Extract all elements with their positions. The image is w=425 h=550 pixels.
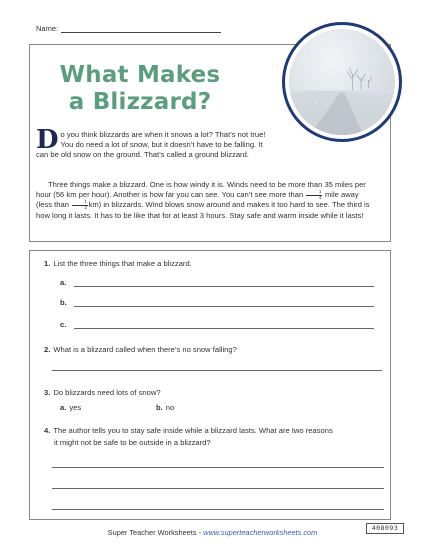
title-line-2: a Blizzard? — [68, 89, 212, 115]
question-2-text: What is a blizzard called when there’s no snow falling? — [53, 345, 237, 354]
question-1b-answer: b. — [60, 298, 374, 307]
passage-paragraph-2 — [36, 180, 374, 221]
paragraph-2-text-b: mile away (less than — [36, 190, 359, 210]
title-line-1: What Makes — [59, 62, 221, 88]
fraction-one-quarter: $\frac{1}{4}$ — [306, 190, 322, 200]
footer-url-link[interactable]: www.superteacherworksheets.com — [203, 528, 318, 537]
answer-line-1c[interactable] — [74, 321, 374, 329]
paragraph-2-text-c: km) in blizzards. Wind blows snow around and makes it too hard to see. The third is how long it lasts. It has to be like that for at least 3 hours. Stay safe and warm inside while it lasts! — [36, 200, 370, 220]
question-1a-answer: a. — [60, 278, 374, 287]
question-3-option-a[interactable]: a. yes — [60, 403, 82, 412]
question-4: 4. The author tells you to stay safe inside while a blizzard lasts. What are two reasons — [44, 426, 333, 435]
passage-paragraph-1 — [36, 125, 276, 161]
paragraph-2-text-a: Three things make a blizzard. One is how windy it is. Winds need to be more than 35 miles per hour (56 km per hour). Another is how far you can see. You can’t see more than — [36, 180, 366, 200]
drop-cap-letter: D — [36, 125, 59, 155]
snow-scene-icon — [289, 29, 395, 135]
snow-blizzard-photo — [289, 29, 395, 135]
question-2: 2. What is a blizzard called when there’s no snow falling? — [44, 345, 237, 354]
fraction-one-half: $\frac{1}{2}$ — [72, 200, 88, 210]
paragraph-1-text: o you think blizzards are when it snows a lot? That’s not true! You do need a lot of snow, but it doesn’t have to be falling. It can be old snow on the ground. That’s called a ground blizzard. — [36, 130, 266, 160]
answer-line-2[interactable] — [52, 370, 382, 371]
answer-line-4a[interactable] — [52, 467, 384, 468]
questions-box — [29, 250, 391, 520]
footer-brand: Super Teacher Worksheets — [107, 528, 197, 537]
answer-line-1b[interactable] — [74, 299, 374, 307]
answer-line-1a[interactable] — [74, 279, 374, 287]
name-blank-line[interactable] — [61, 25, 221, 33]
name-label: Name: — [36, 24, 59, 33]
worksheet-title — [40, 62, 240, 116]
answer-line-4c[interactable] — [52, 509, 384, 510]
question-3: 3. Do blizzards need lots of snow? — [44, 388, 161, 397]
worksheet-code: 408093 — [366, 523, 404, 534]
question-1c-answer: c. — [60, 320, 374, 329]
question-1-text: List the three things that make a blizzard. — [53, 259, 192, 268]
blizzard-photo-frame — [282, 22, 402, 142]
footer-credit: Super Teacher Worksheets - www.superteacherworksheets.com — [107, 528, 318, 537]
question-4-text-line-2: it might not be safe to be outside in a blizzard? — [54, 438, 211, 447]
question-4-line-2 — [54, 437, 211, 448]
question-3-text: Do blizzards need lots of snow? — [53, 388, 161, 397]
name-field-row — [36, 24, 221, 33]
question-1: 1. List the three things that make a blizzard. — [44, 259, 192, 268]
question-4-text-line-1: The author tells you to stay safe inside while a blizzard lasts. What are two reasons — [53, 426, 333, 435]
question-3-option-b[interactable]: b. no — [156, 403, 175, 412]
answer-line-4b[interactable] — [52, 488, 384, 489]
